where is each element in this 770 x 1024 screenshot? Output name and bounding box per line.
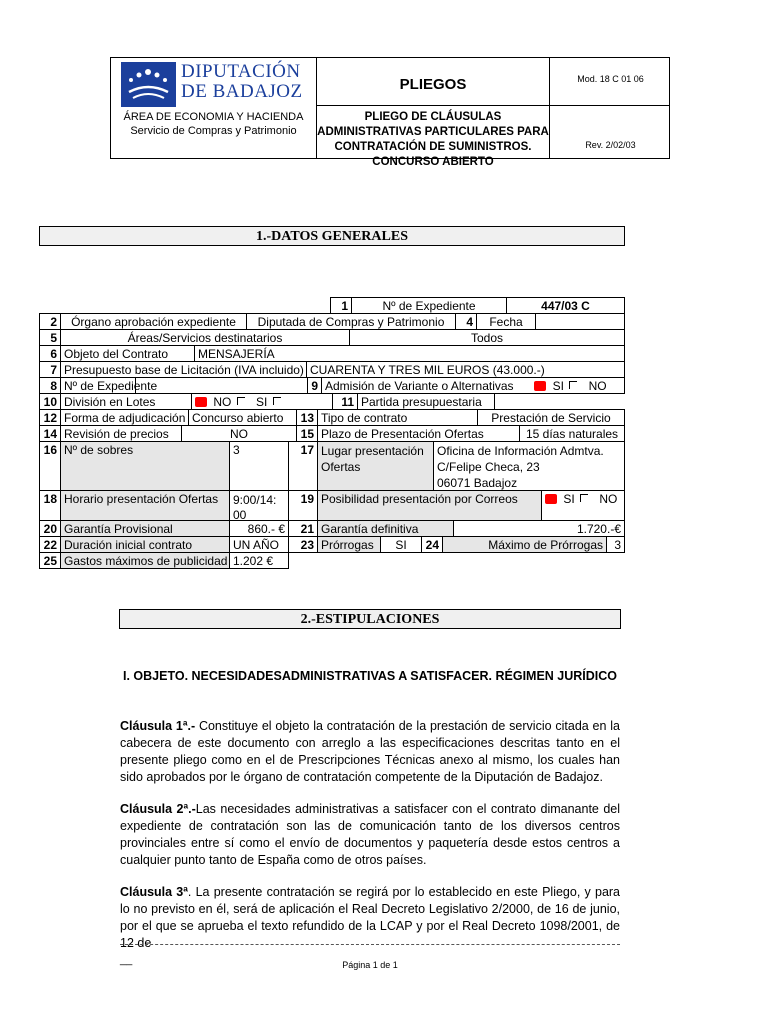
clause-1 — [120, 718, 620, 786]
row-number: 10 — [39, 393, 61, 410]
checkbox-icon — [569, 381, 577, 389]
label: Plazo de Presentación Ofertas — [317, 425, 520, 442]
value: Todos — [349, 329, 625, 346]
label: Duración inicial contrato — [60, 536, 230, 553]
label: Nº de Expediente — [60, 377, 136, 394]
label: Revisión de precios — [60, 425, 182, 442]
label: Garantía definitiva — [317, 520, 454, 537]
value: Diputada de Compras y Patrimonio — [246, 313, 456, 330]
row-number: 14 — [39, 425, 61, 442]
value: 9:00/14: — [233, 493, 277, 507]
option-no: NO — [588, 379, 607, 393]
row-number: 18 — [39, 490, 61, 521]
section-title: 1.-DATOS GENERALES — [39, 226, 625, 246]
chapter-heading: I. OBJETO. NECESIDADESADMINISTRATIVAS A SATISFACER. RÉGIMEN JURÍDICO — [122, 669, 618, 683]
row-number: 25 — [39, 552, 61, 569]
row-number: 7 — [39, 361, 61, 378]
option-si: SI — [563, 492, 575, 506]
value: 860.- € — [229, 520, 289, 537]
value: 15 días naturales — [519, 425, 625, 442]
value — [135, 377, 308, 394]
address — [433, 441, 625, 491]
correos-options — [541, 490, 625, 521]
option-si: SI — [552, 379, 564, 393]
org-name-line1: DIPUTACIÓN — [181, 61, 301, 82]
row-number: 11 — [332, 393, 358, 410]
area-label: ÁREA DE ECONOMIA Y HACIENDA — [123, 111, 304, 123]
row-number: 17 — [288, 441, 318, 491]
label: Nº de sobres — [60, 441, 230, 491]
row-number: 4 — [455, 313, 477, 330]
row-number: 16 — [39, 441, 61, 491]
value: Concurso abierto — [188, 409, 297, 426]
checkbox-icon — [237, 397, 245, 405]
value: 3 — [606, 536, 625, 553]
lotes-options — [191, 393, 333, 410]
lugar-label — [317, 441, 434, 491]
label: Fecha — [476, 313, 536, 330]
value: NO — [181, 425, 297, 442]
row-number: 21 — [288, 520, 318, 537]
value: CUARENTA Y TRES MIL EUROS (43.000.-) — [306, 361, 625, 378]
diputacion-logo — [121, 62, 311, 108]
label: Prórrogas — [317, 536, 381, 553]
clause-label: Cláusula 1ª.- — [120, 719, 196, 733]
option-si: SI — [256, 395, 268, 409]
divider — [549, 58, 550, 158]
variantes-cell — [321, 377, 625, 394]
horario-value — [229, 490, 289, 521]
option-no: NO — [213, 395, 232, 409]
row-number: 22 — [39, 536, 61, 553]
clause-3 — [120, 884, 620, 952]
option-no: NO — [599, 492, 618, 506]
footer-rule — [120, 944, 620, 945]
label: Objeto del Contrato — [60, 345, 195, 362]
value: 1.202 € — [229, 552, 289, 569]
mod-code: Mod. 18 C 01 06 — [577, 74, 644, 84]
row-number: 9 — [307, 377, 322, 394]
address-line: C/Felipe Checa, 23 — [437, 460, 540, 474]
label: Nº de Expediente — [351, 297, 507, 314]
row-number: 2 — [39, 313, 61, 330]
label: Áreas/Servicios destinatarios — [60, 329, 350, 346]
value: Prestación de Servicio — [477, 409, 625, 426]
label: Tipo de contrato — [317, 409, 478, 426]
org-name-line2: DE BADAJOZ — [181, 81, 303, 102]
document-title: PLIEGO DE CLÁUSULAS ADMINISTRATIVAS PARTICULARES PARA CONTRATACIÓN DE SUMINISTROS. CONCURSO ABIERTO — [317, 111, 549, 168]
value: 3 — [229, 441, 289, 491]
label: Admisión de Variante o Alternativas — [325, 379, 514, 393]
clause-text: Constituye el objeto la contratación de la prestación de servicio citada en la cabecera de este documento con arreglo a las especificaciones descritas tanto en el presente pliego como en el de Prescripciones Técnicas anexo al mismo, los cuales han sido aprobados por le órgano de contratación competente de la Diputación de Badajoz. — [120, 719, 620, 784]
value: UN AÑO — [229, 536, 289, 553]
value: 1.720.-€ — [453, 520, 625, 537]
row-number: 20 — [39, 520, 61, 537]
clause-label: Cláusula 2ª.- — [120, 802, 196, 816]
checkbox-icon — [273, 397, 281, 405]
clause-2 — [120, 801, 620, 869]
fecha-value — [535, 313, 625, 330]
logo-emblem — [121, 62, 176, 107]
service-label: Servicio de Compras y Patrimonio — [130, 125, 297, 137]
section-title: 2.-ESTIPULACIONES — [119, 609, 621, 629]
row-number: 6 — [39, 345, 61, 362]
clause-label: Cláusula 3ª — [120, 885, 188, 899]
label: Horario presentación Ofertas — [60, 490, 230, 521]
clause-text: . La presente contratación se regirá por lo establecido en este Pliego, y para lo no previsto en él, será de aplicación el Real Decreto Legislativo 2/2000, de 16 de junio, por el que se aprueba el texto refundido de la LCAP y por el Real Decreto 1098/2001, de 12 de — [120, 885, 621, 950]
row-number: 13 — [296, 409, 318, 426]
row-number: 19 — [288, 490, 318, 521]
logo-wordmark — [181, 62, 303, 102]
label: Máximo de Prórrogas — [442, 536, 607, 553]
label: Garantía Provisional — [60, 520, 230, 537]
value: MENSAJERÍA — [194, 345, 625, 362]
label: Lugar presentación — [321, 444, 424, 458]
row-number: 24 — [421, 536, 443, 553]
page-number: Página 1 de 1 — [342, 960, 398, 970]
row-number: 1 — [330, 297, 352, 314]
label: Partida presupuestaria — [357, 393, 495, 410]
label: Gastos máximos de publicidad — [60, 552, 230, 569]
divider — [316, 105, 669, 106]
revision: Rev. 2/02/03 — [585, 140, 636, 150]
selected-mark-icon — [534, 381, 546, 391]
clause-text: Las necesidades administrativas a satisfacer con el contrato dimanante del expediente de contratación son las de comunicación tanto de los diversos centros provinciales entre sí como el envío de documentos y paquetería desde estos centros a cualquier punto tanto de España como de otros países. — [120, 802, 620, 867]
address-line: 06071 Badajoz — [437, 476, 518, 490]
document-header — [110, 57, 670, 168]
label: Ofertas — [321, 460, 361, 474]
label: Presupuesto base de Licitación (IVA incluido) — [60, 361, 307, 378]
row-number: 12 — [39, 409, 61, 426]
footer-dash: __ — [120, 954, 133, 966]
checkbox-icon — [580, 494, 588, 502]
selected-mark-icon — [545, 494, 557, 504]
value: 00 — [233, 508, 247, 522]
row-number: 8 — [39, 377, 61, 394]
label: Posibilidad presentación por Correos — [317, 490, 542, 521]
value: SI — [380, 536, 422, 553]
expediente-value: 447/03 C — [506, 297, 625, 314]
row-number: 15 — [296, 425, 318, 442]
department — [111, 110, 316, 138]
address-line: Oficina de Información Admtva. — [437, 444, 604, 458]
label: División en Lotes — [60, 393, 192, 410]
selected-mark-icon — [195, 397, 207, 407]
doc-type: PLIEGOS — [399, 76, 467, 93]
label: Forma de adjudicación — [60, 409, 189, 426]
label: Órgano aprobación expediente — [60, 313, 247, 330]
row-number: 23 — [288, 536, 318, 553]
row-number: 5 — [39, 329, 61, 346]
